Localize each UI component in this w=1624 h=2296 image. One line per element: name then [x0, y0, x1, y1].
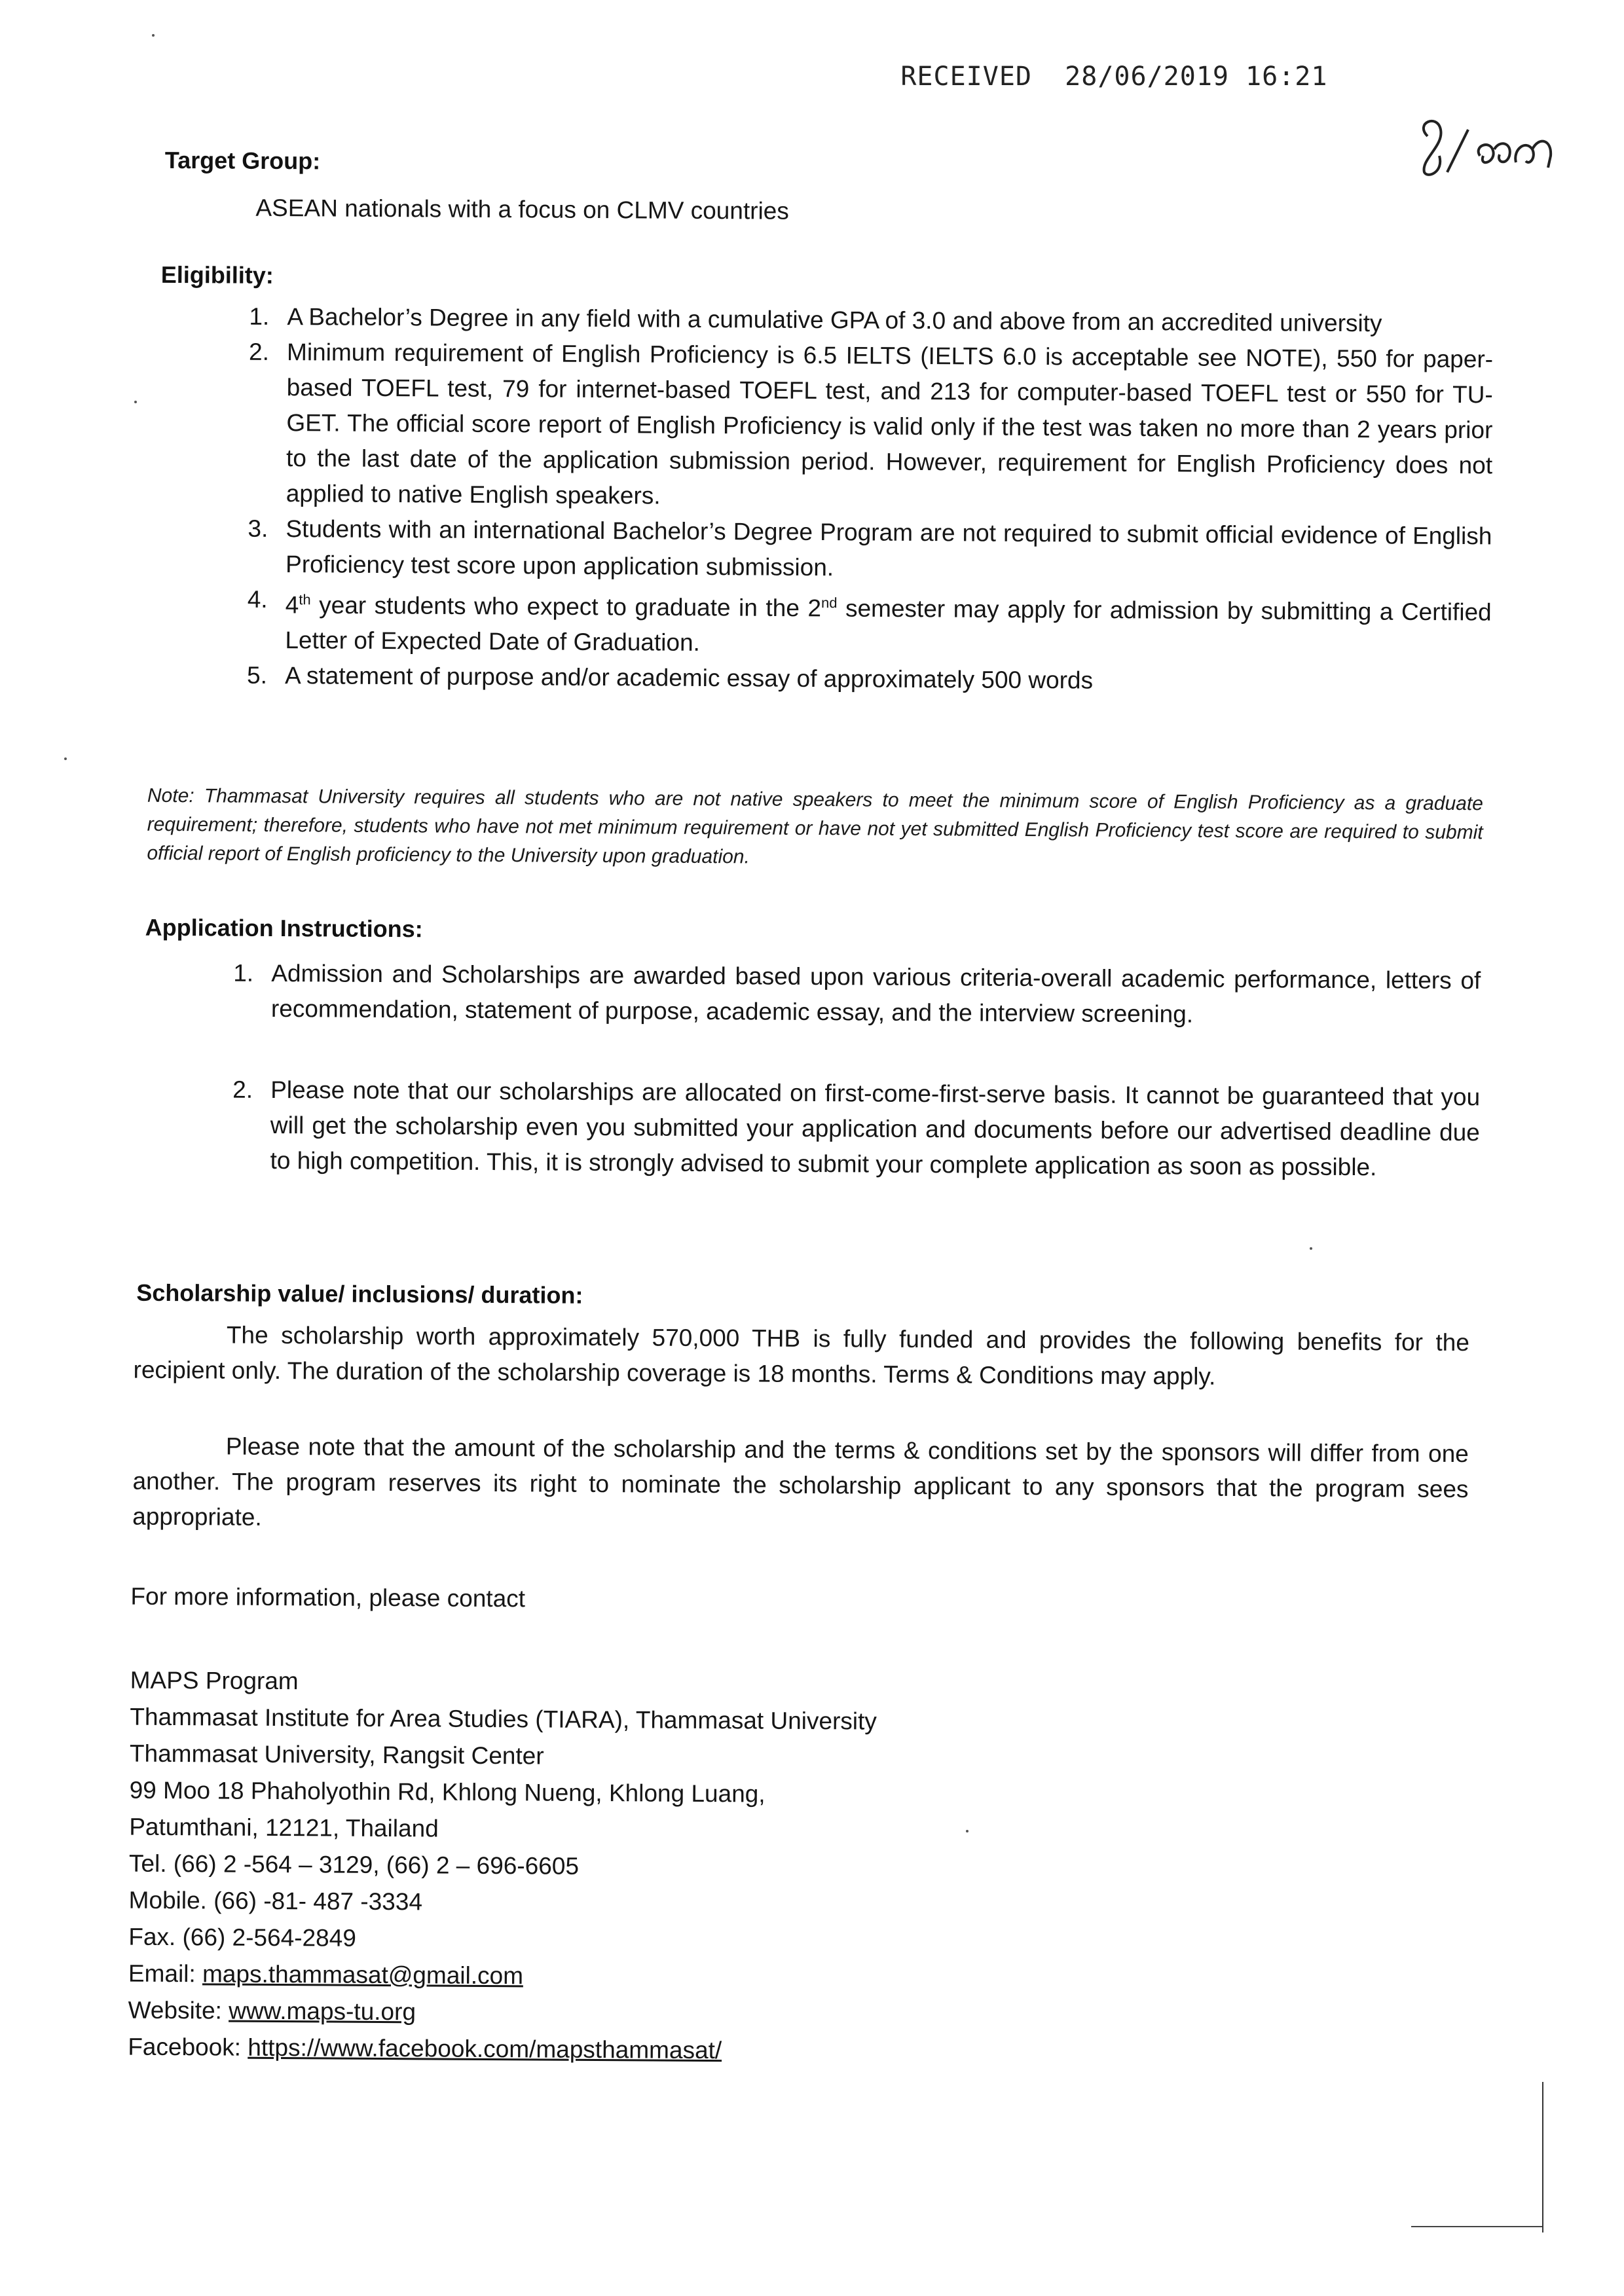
item-text-part-b: year students who expect to graduate in the 2: [310, 591, 822, 622]
note-text: Thammasat University requires all students who are not native speakers to meet the minimum score of English Proficiency as a graduate requirement; therefore, students who have not met minimum requirement or have not yet submitted English Proficiency test score are required to submit official report of English proficiency to the University upon graduation.: [147, 785, 1484, 868]
application-instructions-heading: Application Instructions:: [145, 913, 423, 943]
item-text: Students with an international Bachelor’s Degree Program are not required to submit official evidence of English Proficiency test score upon application submission.: [285, 515, 1492, 581]
scholarship-heading: Scholarship value/ inclusions/ duration:: [136, 1279, 583, 1309]
contact-institute: Thammasat Institute for Area Studies (TIARA), Thammasat University: [130, 1703, 877, 1735]
item-number: 5.: [246, 662, 268, 689]
item-text: Admission and Scholarships are awarded based upon various criteria-overall academic performance, letters of recommendation, statement of purpose, academic essay, and the interview screening.: [270, 959, 1481, 1028]
item-text: A statement of purpose and/or academic essay of approximately 500 words: [284, 662, 1094, 694]
scholarship-paragraph-1: The scholarship worth approximately 570,000 THB is fully funded and provides the following benefits for the recipient only. The duration of the scholarship coverage is 18 months. Terms & Conditions may apply.: [133, 1321, 1470, 1390]
website-link[interactable]: www.maps-tu.org: [229, 1997, 416, 2026]
application-list: [232, 956, 1481, 1186]
contact-tel: Tel. (66) 2 -564 – 3129, (66) 2 – 696-6605: [128, 1850, 580, 1880]
scan-speck: [64, 757, 67, 760]
eligibility-heading: Eligibility:: [160, 261, 274, 289]
scan-speck: [1310, 1247, 1312, 1250]
scan-speck: [152, 34, 155, 37]
target-group-text: ASEAN nationals with a focus on CLMV countries: [255, 194, 789, 225]
contact-website-row: [128, 1992, 875, 2033]
target-group-heading: Target Group:: [164, 146, 321, 175]
application-item: [233, 956, 1481, 1034]
contact-mobile: Mobile. (66) -81- 487 -3334: [128, 1886, 423, 1916]
eligibility-list: [247, 299, 1494, 701]
item-number: 1.: [233, 959, 254, 987]
facebook-label: Facebook:: [128, 2033, 242, 2061]
eligibility-item: [248, 335, 1494, 519]
item-number: 4.: [247, 585, 268, 613]
email-label: Email:: [128, 1959, 196, 1988]
scan-edge-line: [1411, 2226, 1542, 2227]
website-label: Website:: [128, 1996, 223, 2024]
item-number: 2.: [248, 338, 270, 365]
scholarship-paragraph-2: Please note that the amount of the scholarship and the terms & conditions set by the sponsors will differ from one another. The program reserves its right to nominate the scholarship applicant to any sponsors that the program sees appropriate.: [132, 1432, 1469, 1531]
handwritten-page-mark: [1408, 110, 1565, 182]
item-number: 2.: [232, 1076, 253, 1103]
superscript-th: th: [299, 591, 311, 608]
note-block: [147, 782, 1483, 876]
contact-fax: Fax. (66) 2-564-2849: [128, 1923, 357, 1952]
contact-email-row: [128, 1956, 876, 1997]
note-label: Note:: [147, 784, 194, 807]
eligibility-item: [248, 511, 1492, 590]
received-datetime: 28/06/2019 16:21: [1065, 62, 1328, 92]
received-stamp: [835, 31, 1327, 122]
scan-speck: [134, 401, 137, 403]
contact-address-1: 99 Moo 18 Phaholyothin Rd, Khlong Nueng, Khlong Luang,: [129, 1776, 766, 1808]
item-text-part-a: 4: [285, 591, 299, 619]
item-text-part-c: semester may apply for admission by submitting a Certified Letter of Expected Date of Graduation.: [285, 594, 1492, 657]
superscript-nd: nd: [821, 594, 838, 611]
item-text: Minimum requirement of English Proficiency is 6.5 IELTS (IELTS 6.0 is acceptable see NOTE), 550 for paper-based TOEFL test, 79 for internet-based TOEFL test, and 213 for computer-based TOEFL test or 550 for TU-GET. The official score report of English Proficiency is valid only if the test was taken no more than 2 years prior to the last date of the application submission period. However, requirement for English Proficiency does not applied to native English speakers.: [286, 338, 1494, 509]
received-label: RECEIVED: [900, 62, 1032, 92]
contact-facebook-row: [128, 2029, 875, 2070]
facebook-link[interactable]: https://www.facebook.com/mapsthammasat/: [248, 2033, 722, 2064]
application-item: [232, 1072, 1480, 1186]
item-number: 1.: [249, 302, 270, 330]
email-link[interactable]: maps.thammasat@gmail.com: [202, 1960, 524, 1990]
item-text: Please note that our scholarships are allocated on first-come-first-serve basis. It cannot be guaranteed that you will get the scholarship even you submitted your application and documents before our advertised deadline due to high competition. This, it is strongly advised to submit your complete application as soon as possible.: [270, 1076, 1481, 1181]
more-info-text: For more information, please contact: [130, 1582, 526, 1613]
eligibility-item: [247, 658, 1491, 701]
item-number: 3.: [248, 515, 268, 542]
contact-address-2: Patumthani, 12121, Thailand: [129, 1813, 439, 1842]
eligibility-item: [247, 582, 1492, 666]
contact-campus: Thammasat University, Rangsit Center: [129, 1740, 544, 1770]
item-text: A Bachelor’s Degree in any field with a cumulative GPA of 3.0 and above from an accredited university: [287, 303, 1382, 337]
contact-program: MAPS Program: [130, 1666, 299, 1695]
scan-edge-line: [1542, 2082, 1543, 2232]
scan-speck: [966, 1830, 969, 1832]
contact-block: [128, 1662, 877, 2070]
